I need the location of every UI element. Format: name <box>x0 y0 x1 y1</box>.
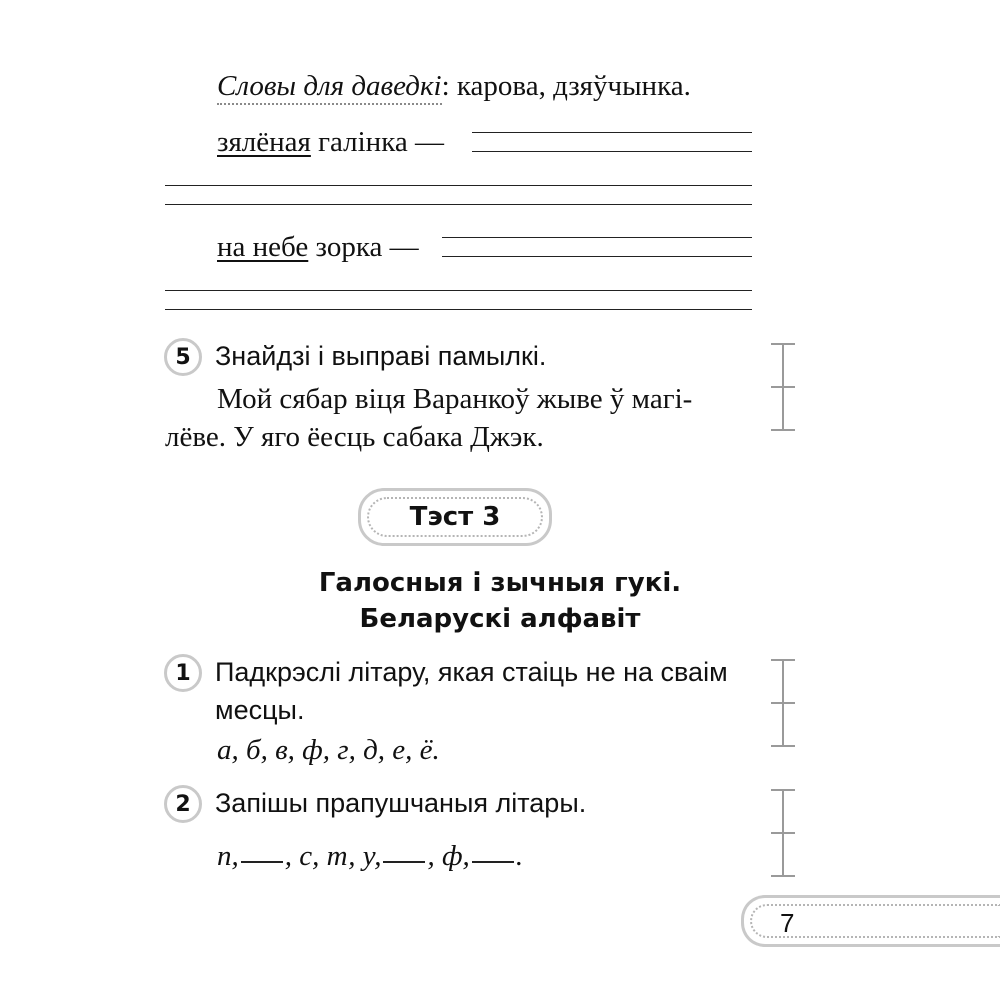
phrase-2-rest: зорка — <box>308 231 419 263</box>
answer-line[interactable] <box>442 237 752 238</box>
task-1-instruction-line-1: Падкрэслі літару, якая стаіць не на сваім <box>215 657 728 687</box>
score-scale <box>771 343 795 431</box>
answer-line[interactable] <box>165 290 752 291</box>
task-5-instruction: Знайдзі і выправі памылкі. <box>215 341 547 371</box>
test-title-badge <box>358 488 552 546</box>
phrase-2 <box>217 233 419 262</box>
task-5-text-line-2: лёве. У яго ёесць сабака Джэк. <box>165 421 544 453</box>
test-title: Тэст 3 <box>409 502 501 532</box>
task-5-text-line-1: Мой сябар віця Варанкоў жыве ў магі- <box>217 383 693 415</box>
section-heading-line-1: Галосныя і зычныя гукі. <box>318 568 682 598</box>
task-1-letters: а, б, в, ф, г, д, е, ё. <box>217 734 440 766</box>
answer-line[interactable] <box>165 309 752 310</box>
page-number: 7 <box>780 908 795 938</box>
answer-line[interactable] <box>165 204 752 205</box>
score-scale <box>771 659 795 747</box>
answer-line[interactable] <box>472 132 752 133</box>
task-5-number: 5 <box>164 338 202 376</box>
section-heading-line-2: Беларускі алфавіт <box>359 604 641 634</box>
fill-blank[interactable] <box>383 859 425 863</box>
hint-words: : карова, дзяўчынка. <box>441 70 691 102</box>
answer-line[interactable] <box>472 151 752 152</box>
fill-blank[interactable] <box>472 859 514 863</box>
score-scale <box>771 789 795 877</box>
task-2-seq-part-4: . <box>515 840 524 872</box>
task-2-number: 2 <box>164 785 202 823</box>
hint-label: Словы для даведкі <box>217 70 442 105</box>
task-2-seq-part-1: п, <box>217 840 239 872</box>
task-2-seq-part-3: , ф, <box>427 840 470 872</box>
task-1-instruction-line-2: месцы. <box>215 695 305 725</box>
fill-blank[interactable] <box>241 859 283 863</box>
task-2-instruction: Запішы прапушчаныя літары. <box>215 788 587 818</box>
answer-line[interactable] <box>442 256 752 257</box>
task-1-number: 1 <box>164 654 202 692</box>
phrase-1-rest: галінка — <box>310 126 444 158</box>
hint-line <box>217 72 691 101</box>
phrase-1 <box>217 128 444 157</box>
page-number-tab <box>741 895 1000 947</box>
task-2-seq-part-2: , с, т, у, <box>284 840 382 872</box>
section-heading <box>200 565 800 637</box>
task-2-sequence <box>217 842 523 871</box>
phrase-2-underlined: на небе <box>217 231 309 263</box>
phrase-1-underlined: зялёная <box>217 126 311 158</box>
answer-line[interactable] <box>165 185 752 186</box>
